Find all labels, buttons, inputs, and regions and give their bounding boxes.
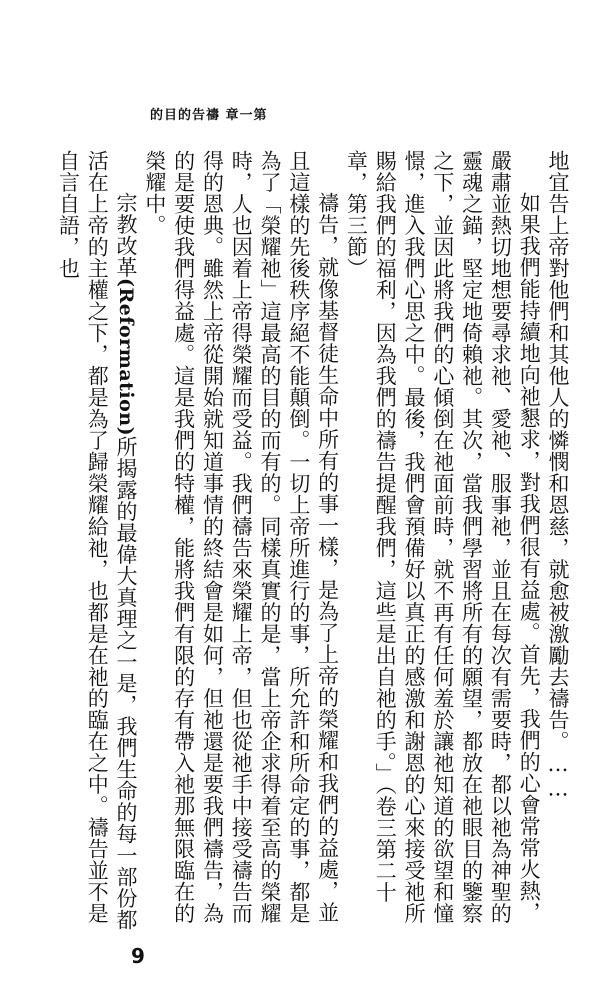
paragraph-continuation: 地宜告上帝對他們和其他人的憐憫和恩慈，就愈被激勵去禱告。…… <box>546 150 570 801</box>
paragraph-prayer-benefits: 如果我們能持續地向祂懇求，對我們很有益處。首先，我們的心會常常火熱，嚴肅並熱切地想要尋求祂、愛祂、服事祂，並且在每次有需要時，都以祂為神聖的靈魂之錨，堅定地倚賴祂。其次，當我們學習將所有的願望，都放在祂眼目的鑒察之下，並因此將我們的心傾倒在祂面前時，就不再有任何羞於讓祂知道的欲望和憧憬，進入我們心思之中。最後，我們會預備好以真正的感激和謝恩的心來接受祂所賜給我們的福利，因為我們的禱告提醒我們，這些是出自祂的手。」（卷三第二十章，第三節） <box>344 150 542 924</box>
paragraph-reformation-start: 宗教改革 <box>114 192 139 278</box>
paragraph-prayer-glory: 禱告，就像基督徒生命中所有的事一樣，是為了上帝的榮耀和我們的益處，並且這樣的先後秩序絕不能顛倒。一切上帝所進行的事，所允許和所命定的事，都是為了「榮耀祂」這最高的目的而有的。同樣真實的是，當上帝企求得着至高的榮耀時，人也因着上帝得榮耀而受益。我們禱告來榮耀上帝，但也從祂手中接受禱告而得的恩典。雖然上帝從開始就知道事情的終結會是如何，但祂還是要我們禱告，為的是要使我們得益處。這是我們的特權，能將我們有限的存有帶入祂那無限臨在的榮耀中。 <box>142 150 340 924</box>
body-text <box>54 150 572 935</box>
paragraph-reformation-rest: 所揭露的最偉大真理之一是，我們生命的每一部份都活在上帝的主權之下，都是為了歸榮耀給祂，也都是在祂的臨在之中。禱告並不是自言自語，也 <box>56 150 139 931</box>
page-number: 9 <box>131 944 145 968</box>
running-head: 的目的告禱 章一第 <box>150 108 268 123</box>
paragraph-reformation <box>54 150 140 935</box>
reformation-term: (Reformation) <box>115 278 138 437</box>
